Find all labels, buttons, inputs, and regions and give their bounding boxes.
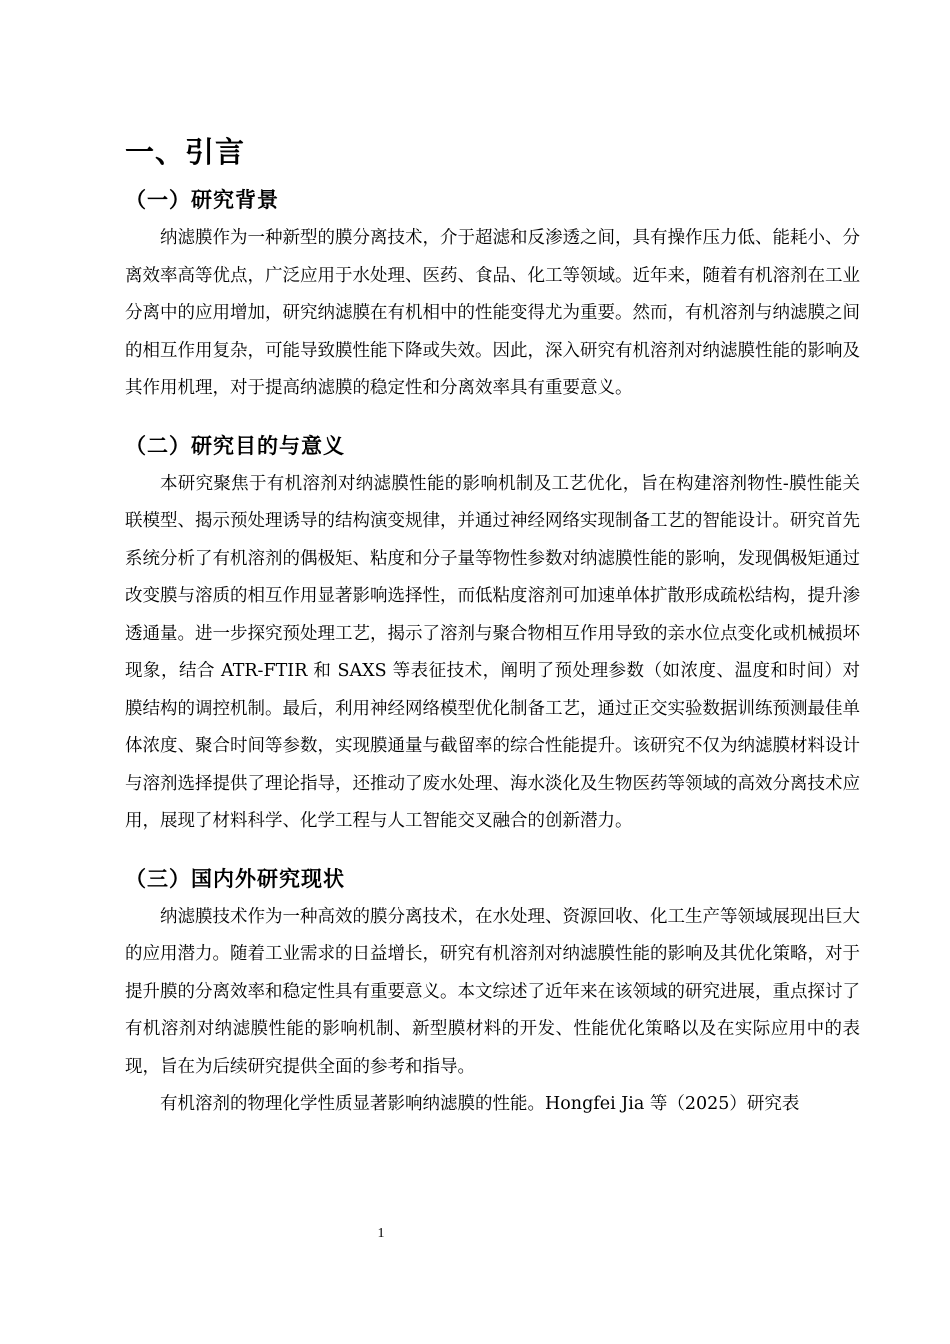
- chapter-heading: 一、引言: [125, 135, 246, 169]
- paragraph-background: 纳滤膜作为一种新型的膜分离技术，介于超滤和反渗透之间，具有操作压力低、能耗小、分离效率高等优点，广泛应用于水处理、医药、食品、化工等领域。近年来，随着有机溶剂在工业分离中的应用增加，研究纳滤膜在有机相中的性能变得尤为重要。然而，有机溶剂与纳滤膜之间的相互作用复杂，可能导致膜性能下降或失效。因此，深入研究有机溶剂对纳滤膜性能的影响及其作用机理，对于提高纳滤膜的稳定性和分离效率具有重要意义。: [125, 228, 860, 398]
- paragraph-status-2: 有机溶剂的物理化学性质显著影响纳滤膜的性能。Hongfei Jia 等（2025）研究表: [160, 1094, 800, 1114]
- section-title-status: （三）国内外研究现状: [125, 866, 345, 891]
- section-title-purpose: （二）研究目的与意义: [125, 433, 345, 458]
- section-title-background: （一）研究背景: [125, 188, 279, 212]
- paragraph-purpose: 本研究聚焦于有机溶剂对纳滤膜性能的影响机制及工艺优化，旨在构建溶剂物性-膜性能关联模型、揭示预处理诱导的结构演变规律，并通过神经网络实现制备工艺的智能设计。研究首先系统分析了有机溶剂的偶极矩、粘度和分子量等物性参数对纳滤膜性能的影响，发现偶极矩通过改变膜与溶质的相互作用显著影响选择性，而低粘度溶剂可加速单体扩散形成疏松结构，提升渗透通量。进一步探究预处理工艺，揭示了溶剂与聚合物相互作用导致的亲水位点变化或机械损坏现象，结合 ATR-FTIR 和 SAXS 等表征技术，阐明了预处理参数（如浓度、温度和时间）对膜结构的调控机制。最后，利用神经网络模型优化制备工艺，通过正交实验数据训练预测最佳单体浓度、聚合时间等参数，实现膜通量与截留率的综合性能提升。该研究不仅为纳滤膜材料设计与溶剂选择提供了理论指导，还推动了废水处理、海水淡化及生物医药等领域的高效分离技术应用，展现了材料科学、化学工程与人工智能交叉融合的创新潜力。: [125, 473, 860, 831]
- paragraph-status-1: 纳滤膜技术作为一种高效的膜分离技术，在水处理、资源回收、化工生产等领域展现出巨大的应用潜力。随着工业需求的日益增长，研究有机溶剂对纳滤膜性能的影响及其优化策略，对于提升膜的分离效率和稳定性具有重要意义。本文综述了近年来在该领域的研究进展，重点探讨了有机溶剂对纳滤膜性能的影响机制、新型膜材料的开发、性能优化策略以及在实际应用中的表现，旨在为后续研究提供全面的参考和指导。: [125, 906, 860, 1077]
- page-content: [125, 128, 860, 1124]
- page-number: 1: [377, 1226, 385, 1241]
